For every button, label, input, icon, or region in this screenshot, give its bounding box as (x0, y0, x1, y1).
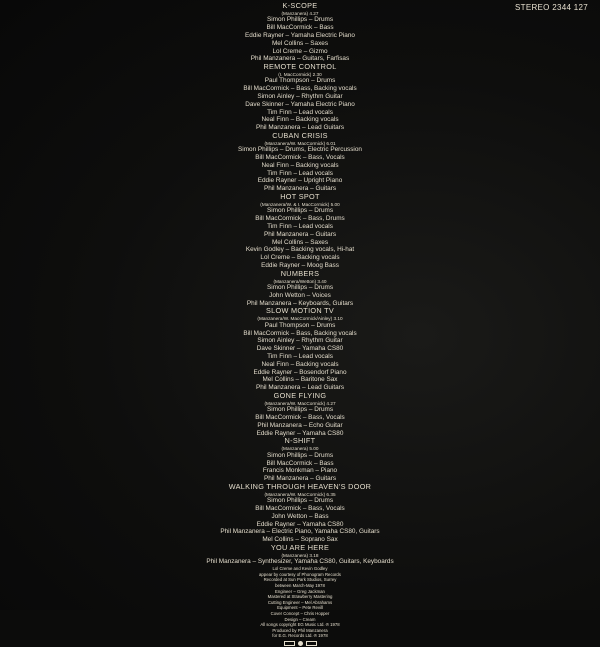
musician-credit: Eddie Rayner – Yamaha CS80 (256, 520, 344, 528)
musician-credit: Paul Thompson – Drums (264, 77, 336, 85)
musician-credit: Phil Manzanera – Electric Piano, Yamaha CS80, Guitars (220, 528, 380, 536)
track-writer-duration: (Manzanera) 4.27 (281, 10, 319, 16)
track-title: NUMBERS (280, 268, 320, 278)
track-title: WALKING THROUGH HEAVEN'S DOOR (228, 481, 372, 491)
musician-credit: Simon Phillips – Drums (266, 497, 334, 505)
musician-credit: Simon Ainley – Rhythm Guitar (257, 337, 343, 345)
production-note: Recorded at Sun Park Studios, Surrey (263, 577, 337, 583)
musician-credit: Bill MacCormick – Bass, Vocals (255, 414, 345, 422)
musician-credit: Mel Collins – Saxes (271, 39, 329, 47)
musician-credit: Bill MacCormick – Bass, Backing vocals (243, 85, 357, 93)
track-writer-duration: (Manzanera/W. MacCormick/Ainley) 3.10 (257, 316, 343, 322)
musician-credit: Tim Finn – Lead vocals (267, 169, 333, 177)
musician-credit: Tim Finn – Lead vocals (267, 222, 333, 230)
musician-credit: Phil Manzanera – Lead Guitars (255, 384, 345, 392)
musician-credit: Phil Manzanera – Guitars (263, 475, 337, 483)
track-writer-duration: (Manzanera) 5.00 (281, 446, 319, 452)
track-title: REMOTE CONTROL (263, 62, 337, 72)
musician-credit: Bill MacCormick – Bass, Backing vocals (243, 329, 357, 337)
musician-credit: Phil Manzanera – Synthesizer, Yamaha CS80, Guitars, Keyboards (206, 558, 394, 566)
track-title: N-SHIFT (284, 436, 316, 446)
track-writer-duration: (Manzanera/Wetton) 3.40 (273, 278, 327, 284)
musician-credit: Lol Creme – Backing vocals (260, 254, 340, 262)
production-note: Equipment – Pete Revill (277, 605, 323, 611)
musician-credit: Neal Finn – Backing vocals (261, 116, 339, 124)
track-writer-duration: (Manzanera) 3.18 (281, 552, 319, 558)
production-note: between March-May 1978 (275, 582, 325, 588)
production-note: Cutting Engineer – Mel Abrahams (267, 599, 333, 605)
track-title: HOT SPOT (280, 192, 320, 202)
track-credits (150, 2, 450, 647)
musician-credit: Tim Finn – Lead vocals (267, 352, 333, 360)
musician-credit: Eddie Rayner – Yamaha Electric Piano (245, 31, 355, 39)
track-writer-duration: (I. MacCormick) 2.30 (278, 72, 322, 77)
musician-credit: Mel Collins – Baritone Sax (262, 376, 338, 384)
musician-credit: Bill MacCormick – Bass, Drums (255, 215, 345, 223)
musician-credit: Kevin Godley – Backing vocals, Hi-hat (245, 246, 355, 254)
production-note: for E.G. Records Ltd. ℗ 1978 (272, 633, 328, 639)
musician-credit: Eddie Rayner – Upright Piano (257, 177, 343, 185)
musician-credit: Neal Finn – Backing vocals (261, 360, 339, 368)
musician-credit: Eddie Rayner – Yamaha CS80 (256, 429, 344, 437)
production-note: All songs copyright EG Music Ltd. ℗ 1978 (260, 622, 340, 628)
production-note: Engineer – Greg Jackman (275, 588, 325, 594)
musician-credit: Mel Collins – Soprano Sax (262, 536, 338, 544)
musician-credit: Simon Phillips – Drums (266, 207, 334, 215)
musician-credit: Bill MacCormick – Bass (266, 459, 334, 467)
musician-credit: Francis Monkman – Piano (262, 467, 338, 475)
musician-credit: Phil Manzanera – Guitars, Farfisas (250, 55, 350, 63)
production-note: Lol Creme and Kevin Godley (272, 566, 328, 572)
track-writer-duration: (Manzanera/W. MacCormick) 6.35 (264, 491, 336, 497)
musician-credit: Simon Phillips – Drums (266, 451, 334, 459)
catalog-number: STEREO 2344 127 (515, 3, 588, 12)
musician-credit: Paul Thompson – Drums (264, 321, 336, 329)
musician-credit: Simon Phillips – Drums (266, 284, 334, 292)
musician-credit: Bill MacCormick – Bass, Vocals (255, 505, 345, 513)
production-note: Cover Concept – Chris Hopper (270, 610, 330, 616)
musician-credit: Phil Manzanera – Keyboards, Guitars (246, 299, 354, 307)
musician-credit: John Wetton – Bass (271, 512, 329, 520)
track-writer-duration: (Manzanera/W. & I. MacCormick) 5.00 (260, 201, 340, 207)
production-note: appear by courtesy of Phonogram Records (259, 571, 341, 577)
track-title: CUBAN CRISIS (272, 130, 328, 140)
track-title: YOU ARE HERE (270, 543, 330, 553)
musician-credit: Phil Manzanera – Lead Guitars (255, 124, 345, 132)
track-writer-duration: (Manzanera/W. MacCormick) 6.01 (264, 140, 336, 146)
musician-credit: Simon Phillips – Drums (266, 406, 334, 414)
musician-credit: Simon Ainley – Rhythm Guitar (257, 93, 343, 100)
musician-credit: Phil Manzanera – Guitars (263, 230, 337, 238)
track-title: K-SCOPE (282, 1, 318, 10)
musician-credit: Dave Skinner – Yamaha CS80 (256, 345, 344, 353)
musician-credit: Phil Manzanera – Echo Guitar (257, 421, 343, 429)
record-label-logo-icon (284, 640, 317, 647)
musician-credit: Eddie Rayner – Bosendorf Piano (253, 368, 347, 376)
musician-credit: Bill MacCormick – Bass (266, 24, 334, 32)
musician-credit: Eddie Rayner – Moog Bass (261, 261, 339, 269)
track-title: SLOW MOTION TV (265, 306, 335, 316)
track-writer-duration: (Manzanera/W. MacCormick) 4.27 (264, 400, 336, 406)
musician-credit: Dave Skinner – Yamaha Electric Piano (245, 100, 355, 108)
track-title: GONE FLYING (273, 390, 327, 400)
musician-credit: Simon Phillips – Drums (266, 16, 334, 24)
musician-credit: John Wetton – Voices (269, 291, 331, 299)
production-note: Design – Cream (284, 616, 316, 622)
musician-credit: Neal Finn – Backing vocals (261, 161, 339, 169)
production-note: Mastered at Strawberry Mastering (267, 594, 333, 600)
musician-credit: Phil Manzanera – Guitars (263, 185, 337, 193)
musician-credit: Mel Collins – Saxes (271, 238, 329, 246)
musician-credit: Tim Finn – Lead vocals (267, 108, 333, 116)
musician-credit: Lol Creme – Gizmo (272, 47, 328, 55)
musician-credit: Simon Phillips – Drums, Electric Percussion (238, 146, 362, 154)
production-note: Produced by Phil Manzanera (272, 627, 328, 633)
musician-credit: Bill MacCormick – Bass, Vocals (255, 154, 345, 162)
